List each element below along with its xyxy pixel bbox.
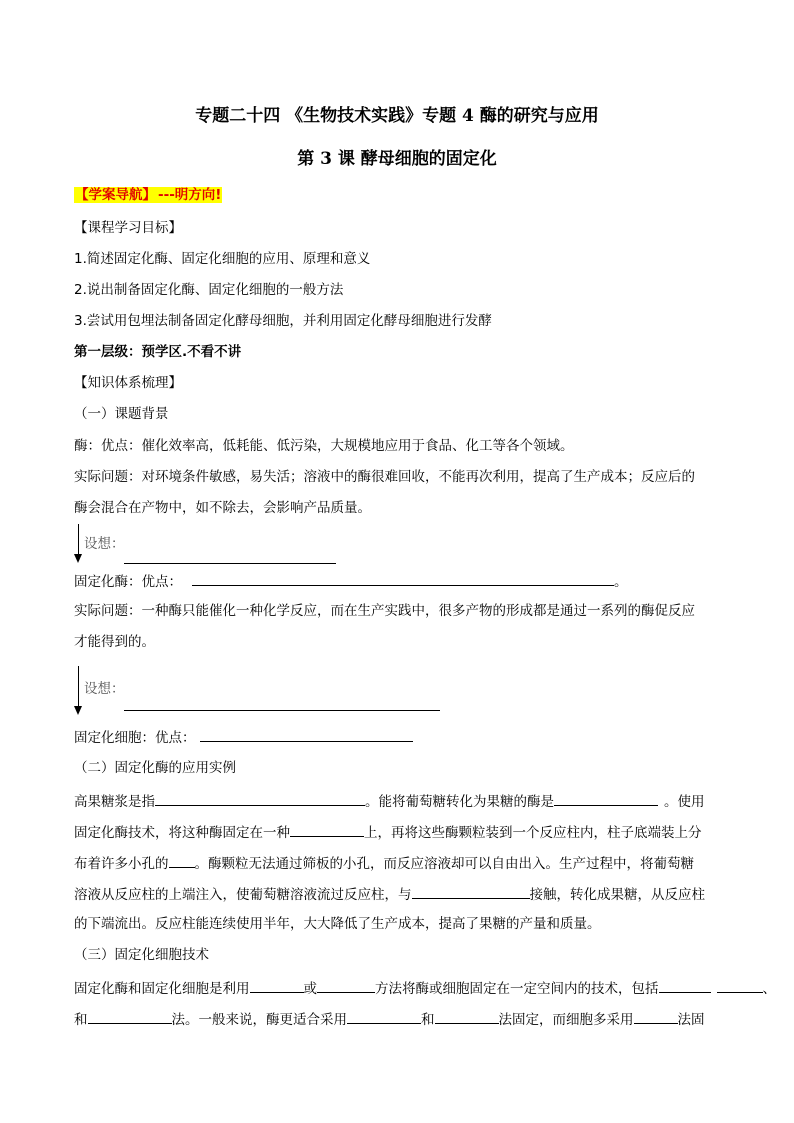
- text-span: 溶液从反应柱的上端注入，使葡萄糖溶液流过反应柱，与: [74, 887, 412, 903]
- text-span: 。能将葡萄糖转化为果糖的酶是: [365, 794, 554, 810]
- document-title: 专题二十四 《生物技术实践》专题 4 酶的研究与应用: [195, 106, 599, 126]
- text-span: 上，再将这些酶颗粒装到一个反应柱内，柱子底端装上分: [364, 825, 702, 841]
- flow-arrow-head: [74, 706, 82, 715]
- text-span: 和: [74, 1012, 88, 1028]
- paragraph-line: [74, 821, 702, 843]
- practical-problem-2b: 才能得到的。: [74, 634, 155, 650]
- paragraph-line: [74, 977, 776, 999]
- immobilized-cell-label: 固定化细胞：优点：: [74, 730, 196, 746]
- fill-blank[interactable]: [347, 1008, 421, 1024]
- text-span: 布着许多小孔的: [74, 856, 169, 872]
- paragraph-line: [74, 790, 705, 812]
- idea-label: 设想：: [84, 536, 125, 552]
- fill-blank[interactable]: [155, 790, 365, 806]
- objective-item: 2.说出制备固定化酶、固定化细胞的一般方法: [74, 282, 344, 298]
- text-span: 法。一般来说，酶更适合采用: [171, 1012, 347, 1028]
- objective-item: 3.尝试用包埋法制备固定化酵母细胞，并利用固定化酵母细胞进行发酵: [74, 313, 492, 329]
- idea-blank-2[interactable]: [124, 710, 440, 711]
- text-span: 法固定，而细胞多采用: [498, 1012, 634, 1028]
- text-span: 固定化酶和固定化细胞是利用: [74, 981, 250, 997]
- practical-problem-1b: 酶会混合在产物中，如不除去，会影响产品质量。: [74, 500, 371, 516]
- fill-blank[interactable]: [659, 977, 711, 993]
- fill-blank[interactable]: [88, 1008, 172, 1024]
- lesson-subtitle: 第 3 课 酵母细胞的固定化: [297, 149, 497, 169]
- text-span: 。酶颗粒无法通过筛板的小孔，而反应溶液却可以自由出入。生产过程中，将葡萄糖: [194, 856, 694, 872]
- paragraph-line: [74, 852, 694, 874]
- fill-blank[interactable]: [634, 1008, 678, 1024]
- section-1-title: （一）课题背景: [74, 406, 169, 422]
- paragraph-line: [74, 883, 705, 905]
- practical-problem-1a: 实际问题：对环境条件敏感，易失活；溶液中的酶很难回收，不能再次利用，提高了生产成本；反应后的: [74, 469, 695, 485]
- flow-arrow-shaft: [78, 666, 79, 708]
- study-guide-tail: ---明方向!: [158, 187, 222, 203]
- flow-arrow-head: [74, 554, 82, 563]
- text-span: 接触，转化成果糖，从反应柱: [529, 887, 705, 903]
- text-span: 。使用: [664, 794, 705, 810]
- text-span: 和: [421, 1012, 435, 1028]
- immobilized-cell-line: [74, 726, 413, 748]
- text-span: 高果糖浆是指: [74, 794, 155, 810]
- section-2-title: （二）固定化酶的应用实例: [74, 760, 236, 776]
- fill-blank[interactable]: [250, 977, 304, 993]
- fill-blank[interactable]: [169, 852, 195, 868]
- text-span: 法固: [677, 1012, 705, 1028]
- study-guide-highlight: 【学案导航】: [75, 187, 156, 203]
- fill-blank[interactable]: [290, 821, 364, 837]
- immobilized-enzyme-label: 固定化酶：优点：: [74, 574, 182, 590]
- practical-problem-2a: 实际问题：一种酶只能催化一种化学反应，而在生产实践中，很多产物的形成都是通过一系列的酶促反应: [74, 603, 695, 619]
- fill-blank[interactable]: [717, 977, 763, 993]
- section-3-title: （三）固定化细胞技术: [74, 947, 209, 963]
- paragraph-line: 的下端流出。反应柱能连续使用半年，大大降低了生产成本，提高了果糖的产量和质量。: [74, 916, 601, 932]
- immobilized-enzyme-blank[interactable]: [192, 570, 614, 586]
- fill-blank[interactable]: [317, 977, 375, 993]
- objectives-heading: 【课程学习目标】: [74, 220, 182, 236]
- immobilized-enzyme-line: [74, 570, 628, 592]
- text-span: 或: [303, 981, 317, 997]
- flow-arrow-shaft: [78, 524, 79, 556]
- idea-blank-1[interactable]: [124, 563, 336, 564]
- level-heading: 第一层级：预学区.不看不讲: [74, 344, 242, 360]
- text-span: 固定化酶技术，将这种酶固定在一种: [74, 825, 290, 841]
- fill-blank[interactable]: [435, 1008, 499, 1024]
- text-span: 、: [762, 981, 776, 997]
- knowledge-heading: 【知识体系梳理】: [74, 375, 182, 391]
- text-span: 方法将酶或细胞固定在一定空间内的技术，包括: [375, 981, 659, 997]
- idea-label: 设想：: [84, 681, 125, 697]
- fill-blank[interactable]: [554, 790, 658, 806]
- study-guide-line: [74, 185, 222, 205]
- paragraph-line: [74, 1008, 705, 1030]
- immobilized-cell-blank[interactable]: [200, 726, 413, 742]
- fill-blank[interactable]: [412, 883, 530, 899]
- objective-item: 1.简述固定化酶、固定化细胞的应用、原理和意义: [74, 251, 371, 267]
- enzyme-advantages: 酶：优点：催化效率高，低耗能、低污染，大规模地应用于食品、化工等各个领域。: [74, 438, 574, 454]
- period: 。: [614, 574, 628, 590]
